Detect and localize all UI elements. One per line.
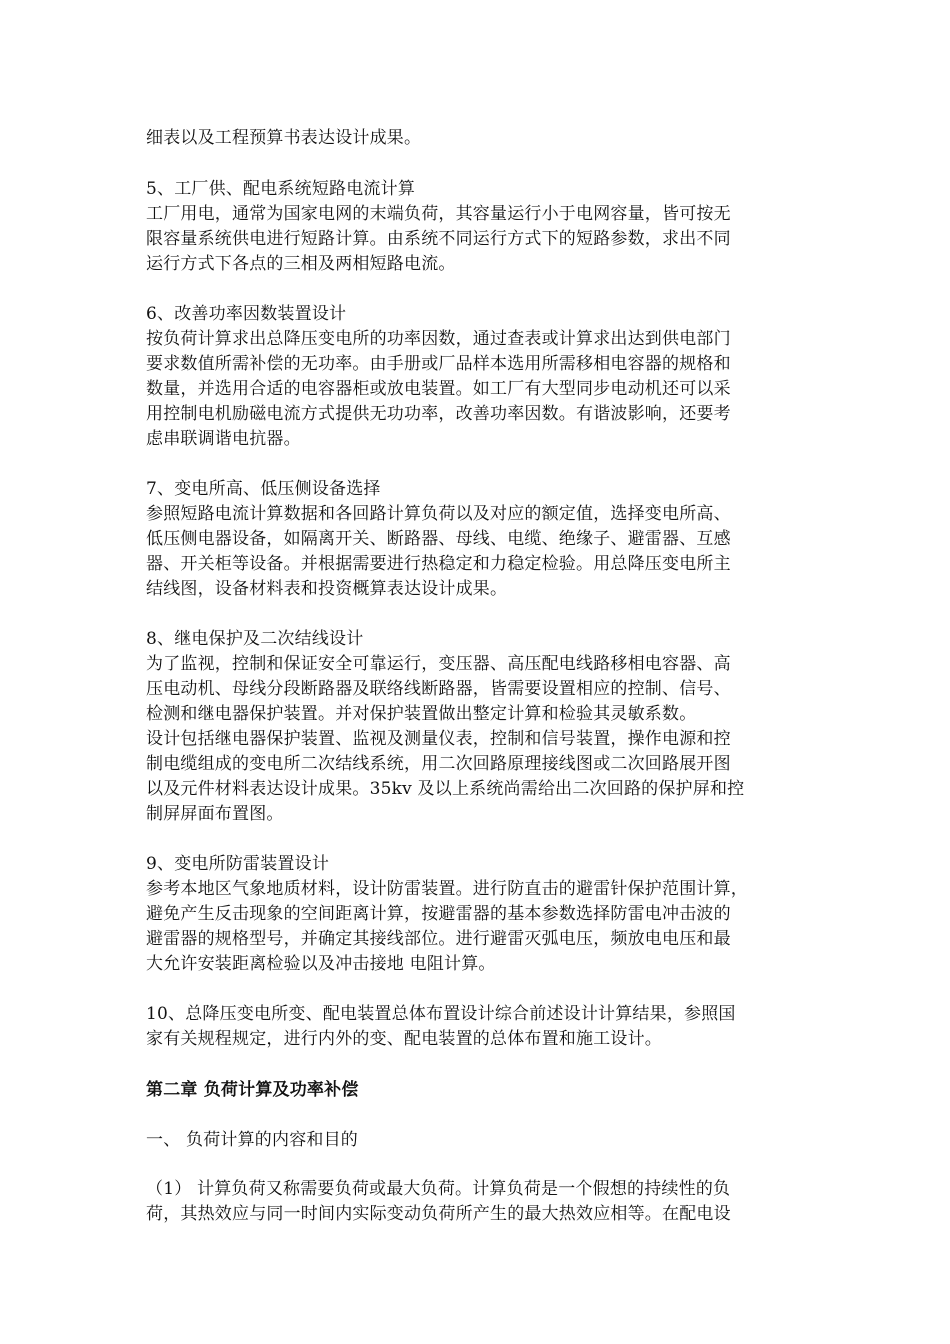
- section-heading-6: 6、改善功率因数装置设计: [146, 304, 347, 324]
- text-line: 数量，并选用合适的电容器柜或放电装置。如工厂有大型同步电动机还可以采: [146, 379, 731, 399]
- text-line: 为了监视，控制和保证安全可靠运行，变压器、高压配电线路移相电容器、高: [146, 654, 731, 674]
- text-line: 家有关规程规定，进行内外的变、配电装置的总体布置和施工设计。: [146, 1029, 662, 1049]
- section-heading-5: 5、工厂供、配电系统短路电流计算: [146, 179, 416, 199]
- text-line: 制屏屏面布置图。: [146, 804, 284, 824]
- text-line: 荷，其热效应与同一时间内实际变动负荷所产生的最大热效应相等。在配电设: [146, 1204, 731, 1224]
- text-line: 结线图，设备材料表和投资概算表达设计成果。: [146, 579, 508, 599]
- text-line: 要求数值所需补偿的无功率。由手册或厂品样本选用所需移相电容器的规格和: [146, 354, 731, 374]
- text-line: （1） 计算负荷又称需要负荷或最大负荷。计算负荷是一个假想的持续性的负: [146, 1179, 731, 1199]
- text-line: 避免产生反击现象的空间距离计算，按避雷器的基本参数选择防雷电冲击波的: [146, 904, 731, 924]
- section-heading-7: 7、变电所高、低压侧设备选择: [146, 479, 381, 499]
- text-line: 制电缆组成的变电所二次结线系统，用二次回路原理接线图或二次回路展开图: [146, 754, 731, 774]
- text-line: 工厂用电，通常为国家电网的末端负荷，其容量运行小于电网容量，皆可按无: [146, 204, 731, 224]
- text-line: 避雷器的规格型号，并确定其接线部位。进行避雷灭弧电压，频放电电压和最: [146, 929, 731, 949]
- text-line: 设计包括继电器保护装置、监视及测量仪表，控制和信号装置，操作电源和控: [146, 729, 731, 749]
- section-heading-8: 8、继电保护及二次结线设计: [146, 629, 364, 649]
- text-line: 检测和继电器保护装置。并对保护装置做出整定计算和检验其灵敏系数。: [146, 704, 697, 724]
- chapter-title: 第二章 负荷计算及功率补偿: [146, 1080, 359, 1100]
- text-line: 低压侧电器设备，如隔离开关、断路器、母线、电缆、绝缘子、避雷器、互感: [146, 529, 731, 549]
- text-line: 器、开关柜等设备。并根据需要进行热稳定和力稳定检验。用总降压变电所主: [146, 554, 731, 574]
- text-line: 压电动机、母线分段断路器及联络线断路器，皆需要设置相应的控制、信号、: [146, 679, 731, 699]
- text-line: 按负荷计算求出总降压变电所的功率因数，通过查表或计算求出达到供电部门: [146, 329, 731, 349]
- text-line: 参照短路电流计算数据和各回路计算负荷以及对应的额定值，选择变电所高、: [146, 504, 731, 524]
- section-heading-9: 9、变电所防雷装置设计: [146, 854, 330, 874]
- section-heading-10: 10、总降压变电所变、配电装置总体布置设计综合前述设计计算结果，参照国: [146, 1004, 736, 1024]
- text-line: 限容量系统供电进行短路计算。由系统不同运行方式下的短路参数，求出不同: [146, 229, 731, 249]
- text-line: 大允许安装距离检验以及冲击接地 电阻计算。: [146, 954, 496, 974]
- text-line: 用控制电机励磁电流方式提供无功功率，改善功率因数。有谐波影响，还要考: [146, 404, 731, 424]
- text-line: 参考本地区气象地质材料，设计防雷装置。进行防直击的避雷针保护范围计算，: [146, 879, 748, 899]
- text-line: 虑串联调谐电抗器。: [146, 429, 301, 449]
- text-line: 细表以及工程预算书表达设计成果。: [146, 128, 422, 148]
- subsection-heading: 一、 负荷计算的内容和目的: [146, 1130, 359, 1150]
- text-line: 以及元件材料表达设计成果。35kv 及以上系统尚需给出二次回路的保护屏和控: [146, 779, 745, 799]
- text-line: 运行方式下各点的三相及两相短路电流。: [146, 254, 456, 274]
